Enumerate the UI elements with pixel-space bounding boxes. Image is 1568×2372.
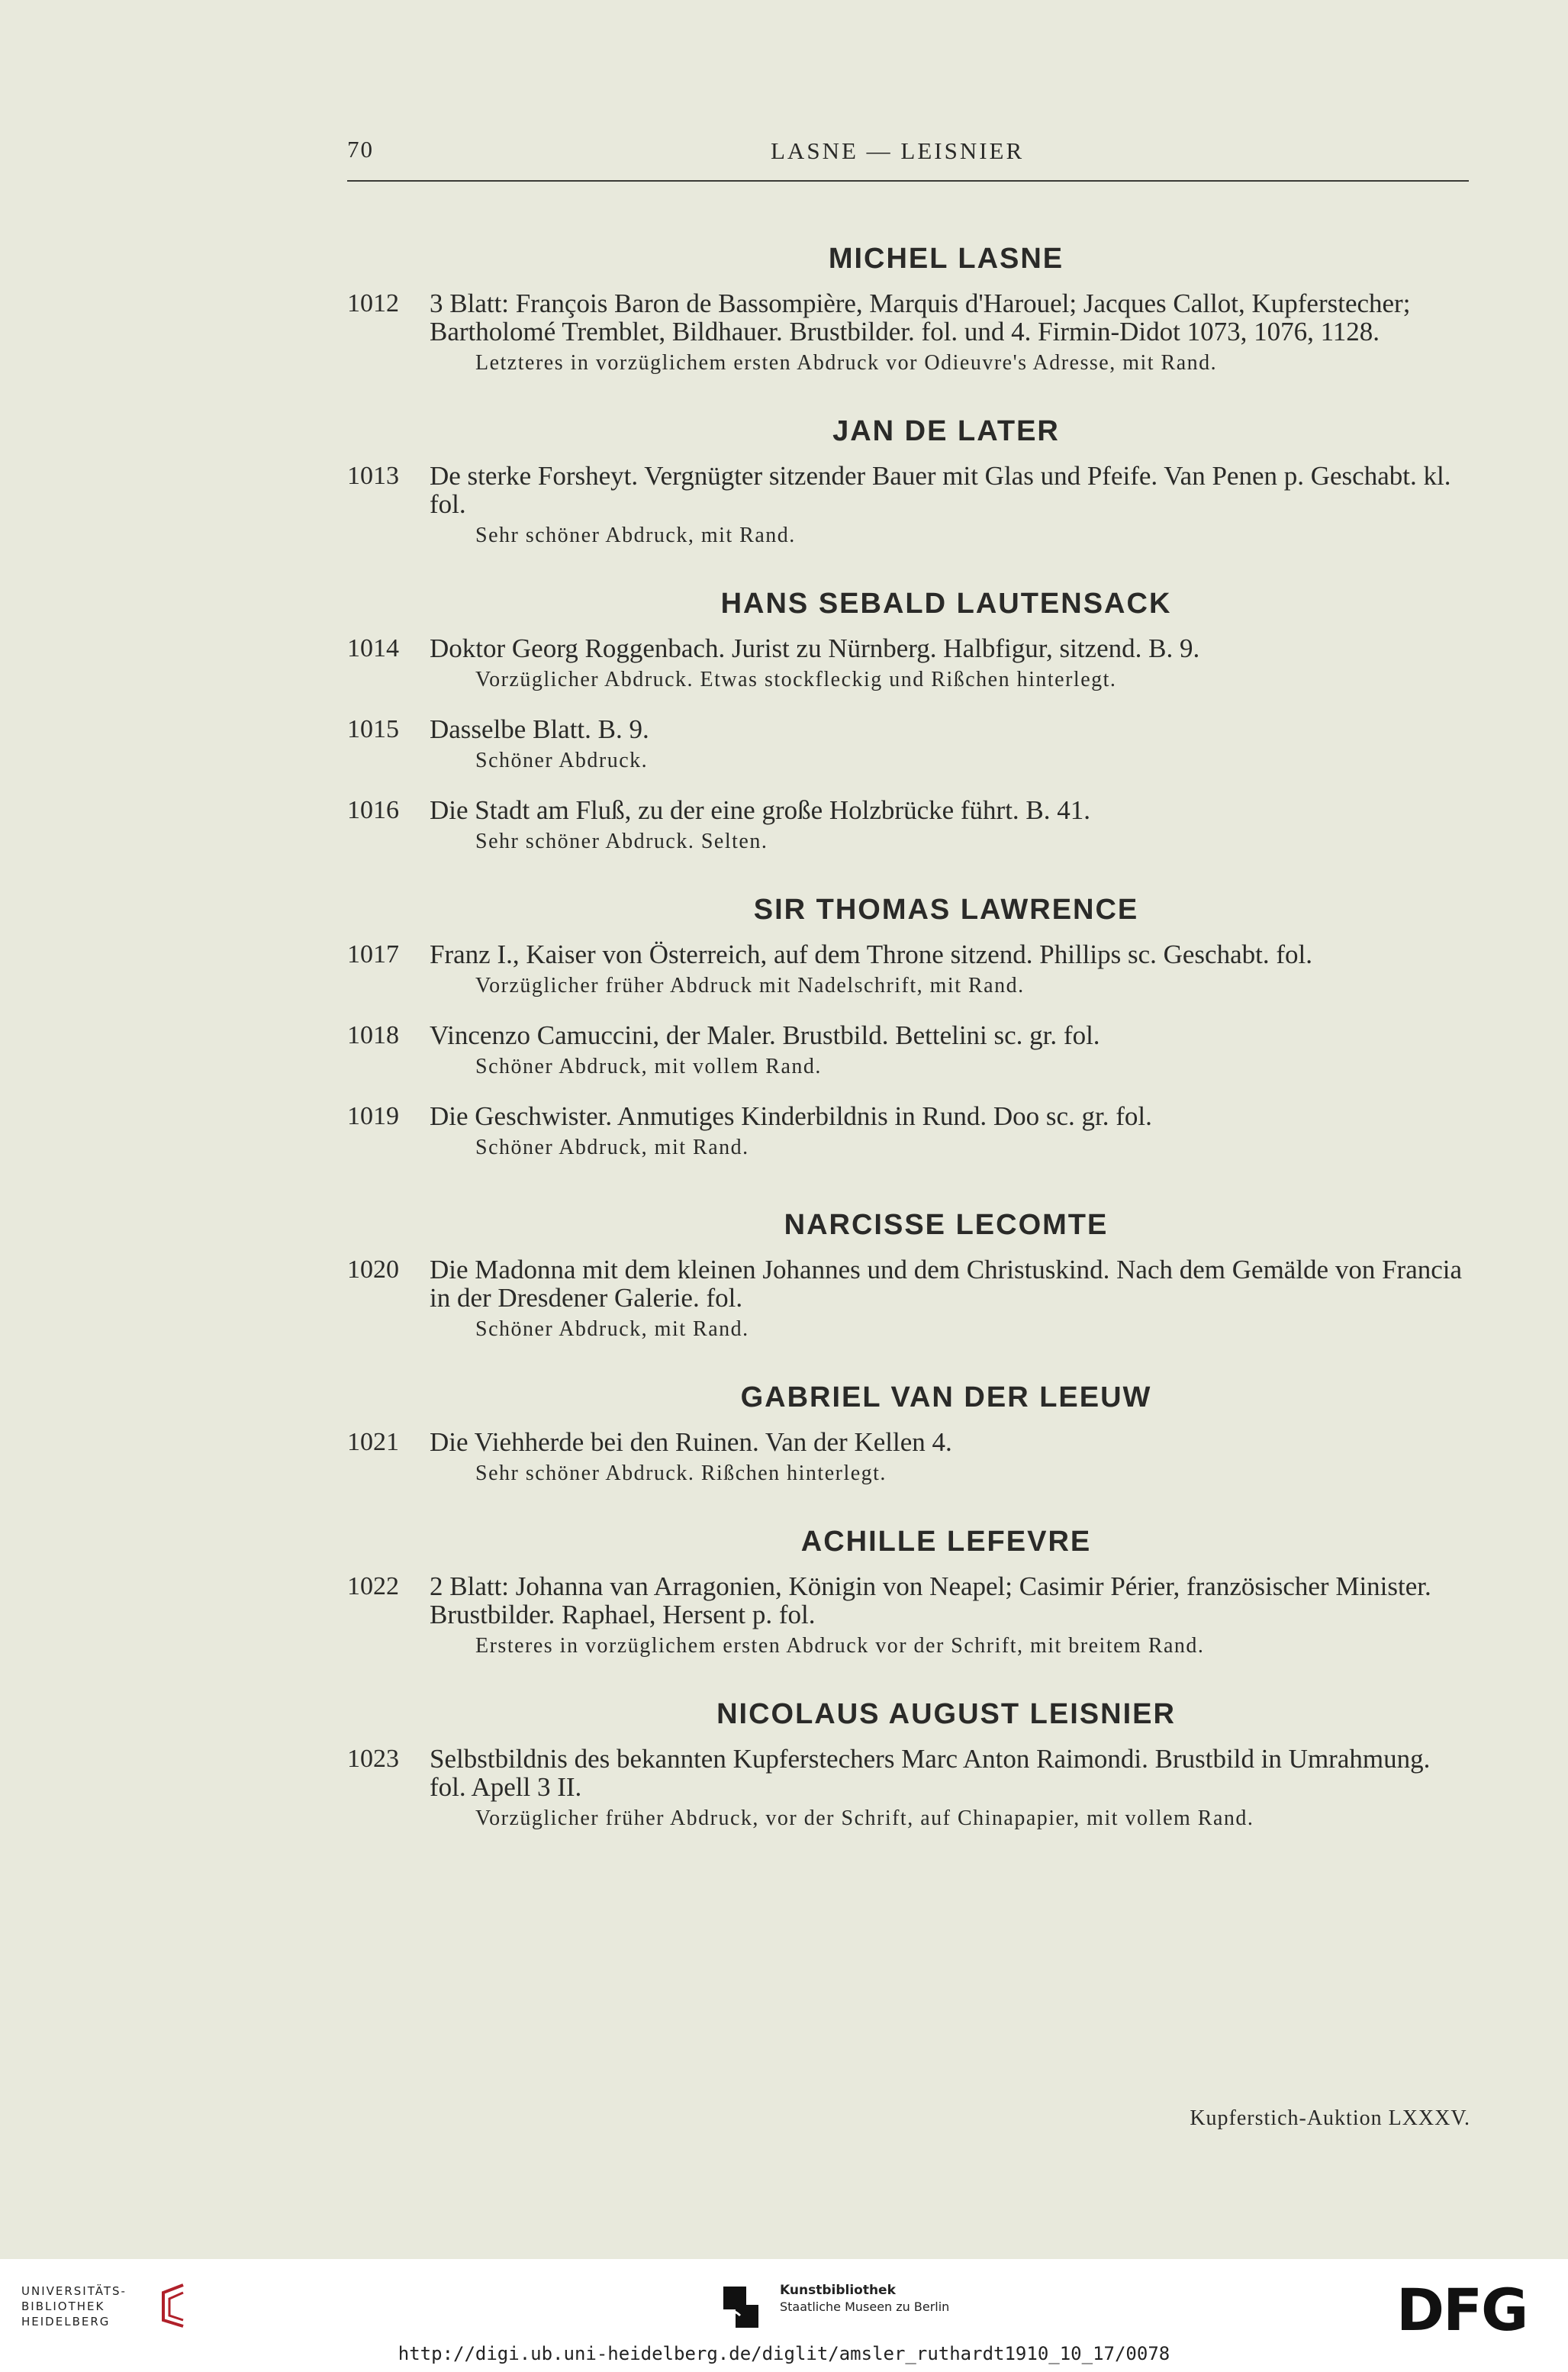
- entry-body: [430, 289, 1469, 375]
- section-title: ACHILLE LEFEVRE: [800, 1526, 1092, 1558]
- catalogue-entry: [347, 634, 1469, 692]
- condition-note: Vorzüglicher Abdruck. Etwas stockfleckig und Rißchen hinterlegt.: [475, 668, 1117, 691]
- entry-body: [430, 1572, 1469, 1658]
- condition-note: Schöner Abdruck.: [475, 749, 649, 772]
- lot-number: 1023: [347, 1745, 399, 1773]
- condition-note: Vorzüglicher früher Abdruck mit Nadelschrift, mit Rand.: [475, 974, 1025, 997]
- lot-description: Franz I., Kaiser von Österreich, auf dem Throne sitzend. Phillips sc. Geschabt. fol.: [430, 939, 1312, 969]
- catalogue-entry: [347, 940, 1469, 998]
- catalogue-section: [347, 588, 1469, 854]
- footer-note: Kupferstich-Auktion LXXXV.: [1190, 2106, 1470, 2130]
- entry-body: [430, 1021, 1469, 1079]
- page-header: [347, 131, 1469, 169]
- catalogue-content: [347, 205, 1469, 1835]
- entry-body: [430, 634, 1469, 692]
- catalogue-entry: [347, 1572, 1469, 1658]
- catalogue-section: [347, 1209, 1469, 1342]
- lot-number: 1016: [347, 796, 399, 824]
- catalogue-entry: [347, 1102, 1469, 1160]
- entry-body: [430, 940, 1469, 998]
- section-title: GABRIEL VAN DER LEEUW: [740, 1381, 1152, 1413]
- lot-number: 1021: [347, 1428, 399, 1456]
- condition-note: Letzteres in vorzüglichem ersten Abdruck vor Odieuvre's Adresse, mit Rand.: [475, 351, 1218, 375]
- lot-number: 1012: [347, 289, 399, 317]
- catalogue-entry: [347, 1255, 1469, 1342]
- kb-title: Kunstbibliothek: [780, 2283, 896, 2298]
- catalogue-entry: [347, 462, 1469, 548]
- lot-number: 1018: [347, 1021, 399, 1049]
- catalogue-entry: [347, 1021, 1469, 1079]
- page-number: 70: [347, 136, 374, 163]
- condition-note: Ersteres in vorzüglichem ersten Abdruck vor der Schrift, mit breitem Rand.: [475, 1634, 1205, 1658]
- entry-body: [430, 715, 1469, 773]
- lot-description: Dasselbe Blatt. B. 9.: [430, 714, 649, 744]
- kunstbibliothek-logo-icon[interactable]: [717, 2282, 765, 2332]
- condition-note: Schöner Abdruck, mit Rand.: [475, 1136, 749, 1159]
- lot-description: Die Madonna mit dem kleinen Johannes und dem Christuskind. Nach dem Gemälde von Francia in der Dresdener Galerie. fol.: [430, 1255, 1463, 1313]
- catalogue-entry: [347, 1428, 1469, 1486]
- lot-number: 1022: [347, 1572, 399, 1600]
- condition-note: Schöner Abdruck, mit vollem Rand.: [475, 1055, 822, 1078]
- entry-body: [430, 1255, 1469, 1342]
- dfg-logo[interactable]: DFG: [1396, 2276, 1528, 2344]
- library-line: UNIVERSITÄTS-: [21, 2284, 127, 2298]
- catalogue-entry: [347, 796, 1469, 854]
- section-title: HANS SEBALD LAUTENSACK: [720, 588, 1172, 620]
- condition-note: Vorzüglicher früher Abdruck, vor der Schrift, auf Chinapapier, mit vollem Rand.: [475, 1806, 1254, 1830]
- catalogue-entry: [347, 1745, 1469, 1831]
- lot-number: 1014: [347, 634, 399, 662]
- lot-description: Doktor Georg Roggenbach. Jurist zu Nürnberg. Halbfigur, sitzend. B. 9.: [430, 633, 1200, 663]
- catalogue-section: [347, 1381, 1469, 1486]
- condition-note: Sehr schöner Abdruck, mit Rand.: [475, 524, 796, 547]
- running-title: LASNE — LEISNIER: [771, 137, 1025, 164]
- kunstbibliothek-text: [780, 2282, 949, 2316]
- ub-emblem-icon: [153, 2282, 191, 2329]
- lot-number: 1017: [347, 940, 399, 968]
- lot-description: Selbstbildnis des bekannten Kupferstechers Marc Anton Raimondi. Brustbild in Umrahmung. fol. Apell 3 II.: [430, 1744, 1431, 1802]
- lot-description: 2 Blatt: Johanna van Arragonien, Königin von Neapel; Casimir Périer, französischer Minister. Brustbilder. Raphael, Hersent p. fol.: [430, 1571, 1431, 1629]
- catalogue-entry: [347, 289, 1469, 375]
- catalogue-section: [347, 894, 1469, 1160]
- lot-description: De sterke Forsheyt. Vergnügter sitzender Bauer mit Glas und Pfeife. Van Penen p. Geschabt. kl. fol.: [430, 461, 1451, 519]
- header-rule: [347, 180, 1469, 182]
- lot-description: Die Stadt am Fluß, zu der eine große Holzbrücke führt. B. 41.: [430, 795, 1091, 825]
- section-title: MICHEL LASNE: [828, 243, 1064, 275]
- entry-body: [430, 1745, 1469, 1831]
- lot-number: 1015: [347, 715, 399, 743]
- lot-description: Vincenzo Camuccini, der Maler. Brustbild. Bettelini sc. gr. fol.: [430, 1020, 1100, 1050]
- condition-note: Sehr schöner Abdruck. Selten.: [475, 830, 768, 853]
- section-title: NICOLAUS AUGUST LEISNIER: [716, 1698, 1176, 1730]
- lot-description: Die Viehherde bei den Ruinen. Van der Kellen 4.: [430, 1427, 952, 1457]
- catalogue-entry: [347, 715, 1469, 773]
- section-title: NARCISSE LECOMTE: [784, 1209, 1109, 1241]
- lot-number: 1013: [347, 462, 399, 490]
- section-title: SIR THOMAS LAWRENCE: [753, 894, 1139, 926]
- kb-subtitle: Staatliche Museen zu Berlin: [780, 2299, 950, 2314]
- catalogue-section: [347, 1698, 1469, 1831]
- entry-body: [430, 796, 1469, 854]
- catalogue-section: [347, 243, 1469, 375]
- catalogue-section: [347, 1526, 1469, 1658]
- section-title: JAN DE LATER: [832, 415, 1060, 447]
- lot-number: 1020: [347, 1255, 399, 1284]
- entry-body: [430, 462, 1469, 548]
- condition-note: Schöner Abdruck, mit Rand.: [475, 1317, 749, 1341]
- library-line: HEIDELBERG: [21, 2315, 111, 2328]
- entry-body: [430, 1102, 1469, 1160]
- lot-description: 3 Blatt: François Baron de Bassompière, Marquis d'Harouel; Jacques Callot, Kupferstecher; Bartholomé Tremblet, Bildhauer. Brustbilder. fol. und 4. Firmin-Didot 1073, 1076, 1128.: [430, 288, 1411, 346]
- lot-number: 1019: [347, 1102, 399, 1130]
- library-line: BIBLIOTHEK: [21, 2299, 105, 2313]
- ub-heidelberg-logo[interactable]: [21, 2283, 127, 2329]
- lot-description: Die Geschwister. Anmutiges Kinderbildnis in Rund. Doo sc. gr. fol.: [430, 1101, 1152, 1131]
- viewer-footer: [0, 2259, 1568, 2372]
- entry-body: [430, 1428, 1469, 1486]
- permalink-url[interactable]: http://digi.ub.uni-heidelberg.de/diglit/amsler_ruthardt1910_10_17/0078: [398, 2343, 1170, 2364]
- condition-note: Sehr schöner Abdruck. Rißchen hinterlegt.: [475, 1462, 887, 1485]
- catalogue-section: [347, 415, 1469, 548]
